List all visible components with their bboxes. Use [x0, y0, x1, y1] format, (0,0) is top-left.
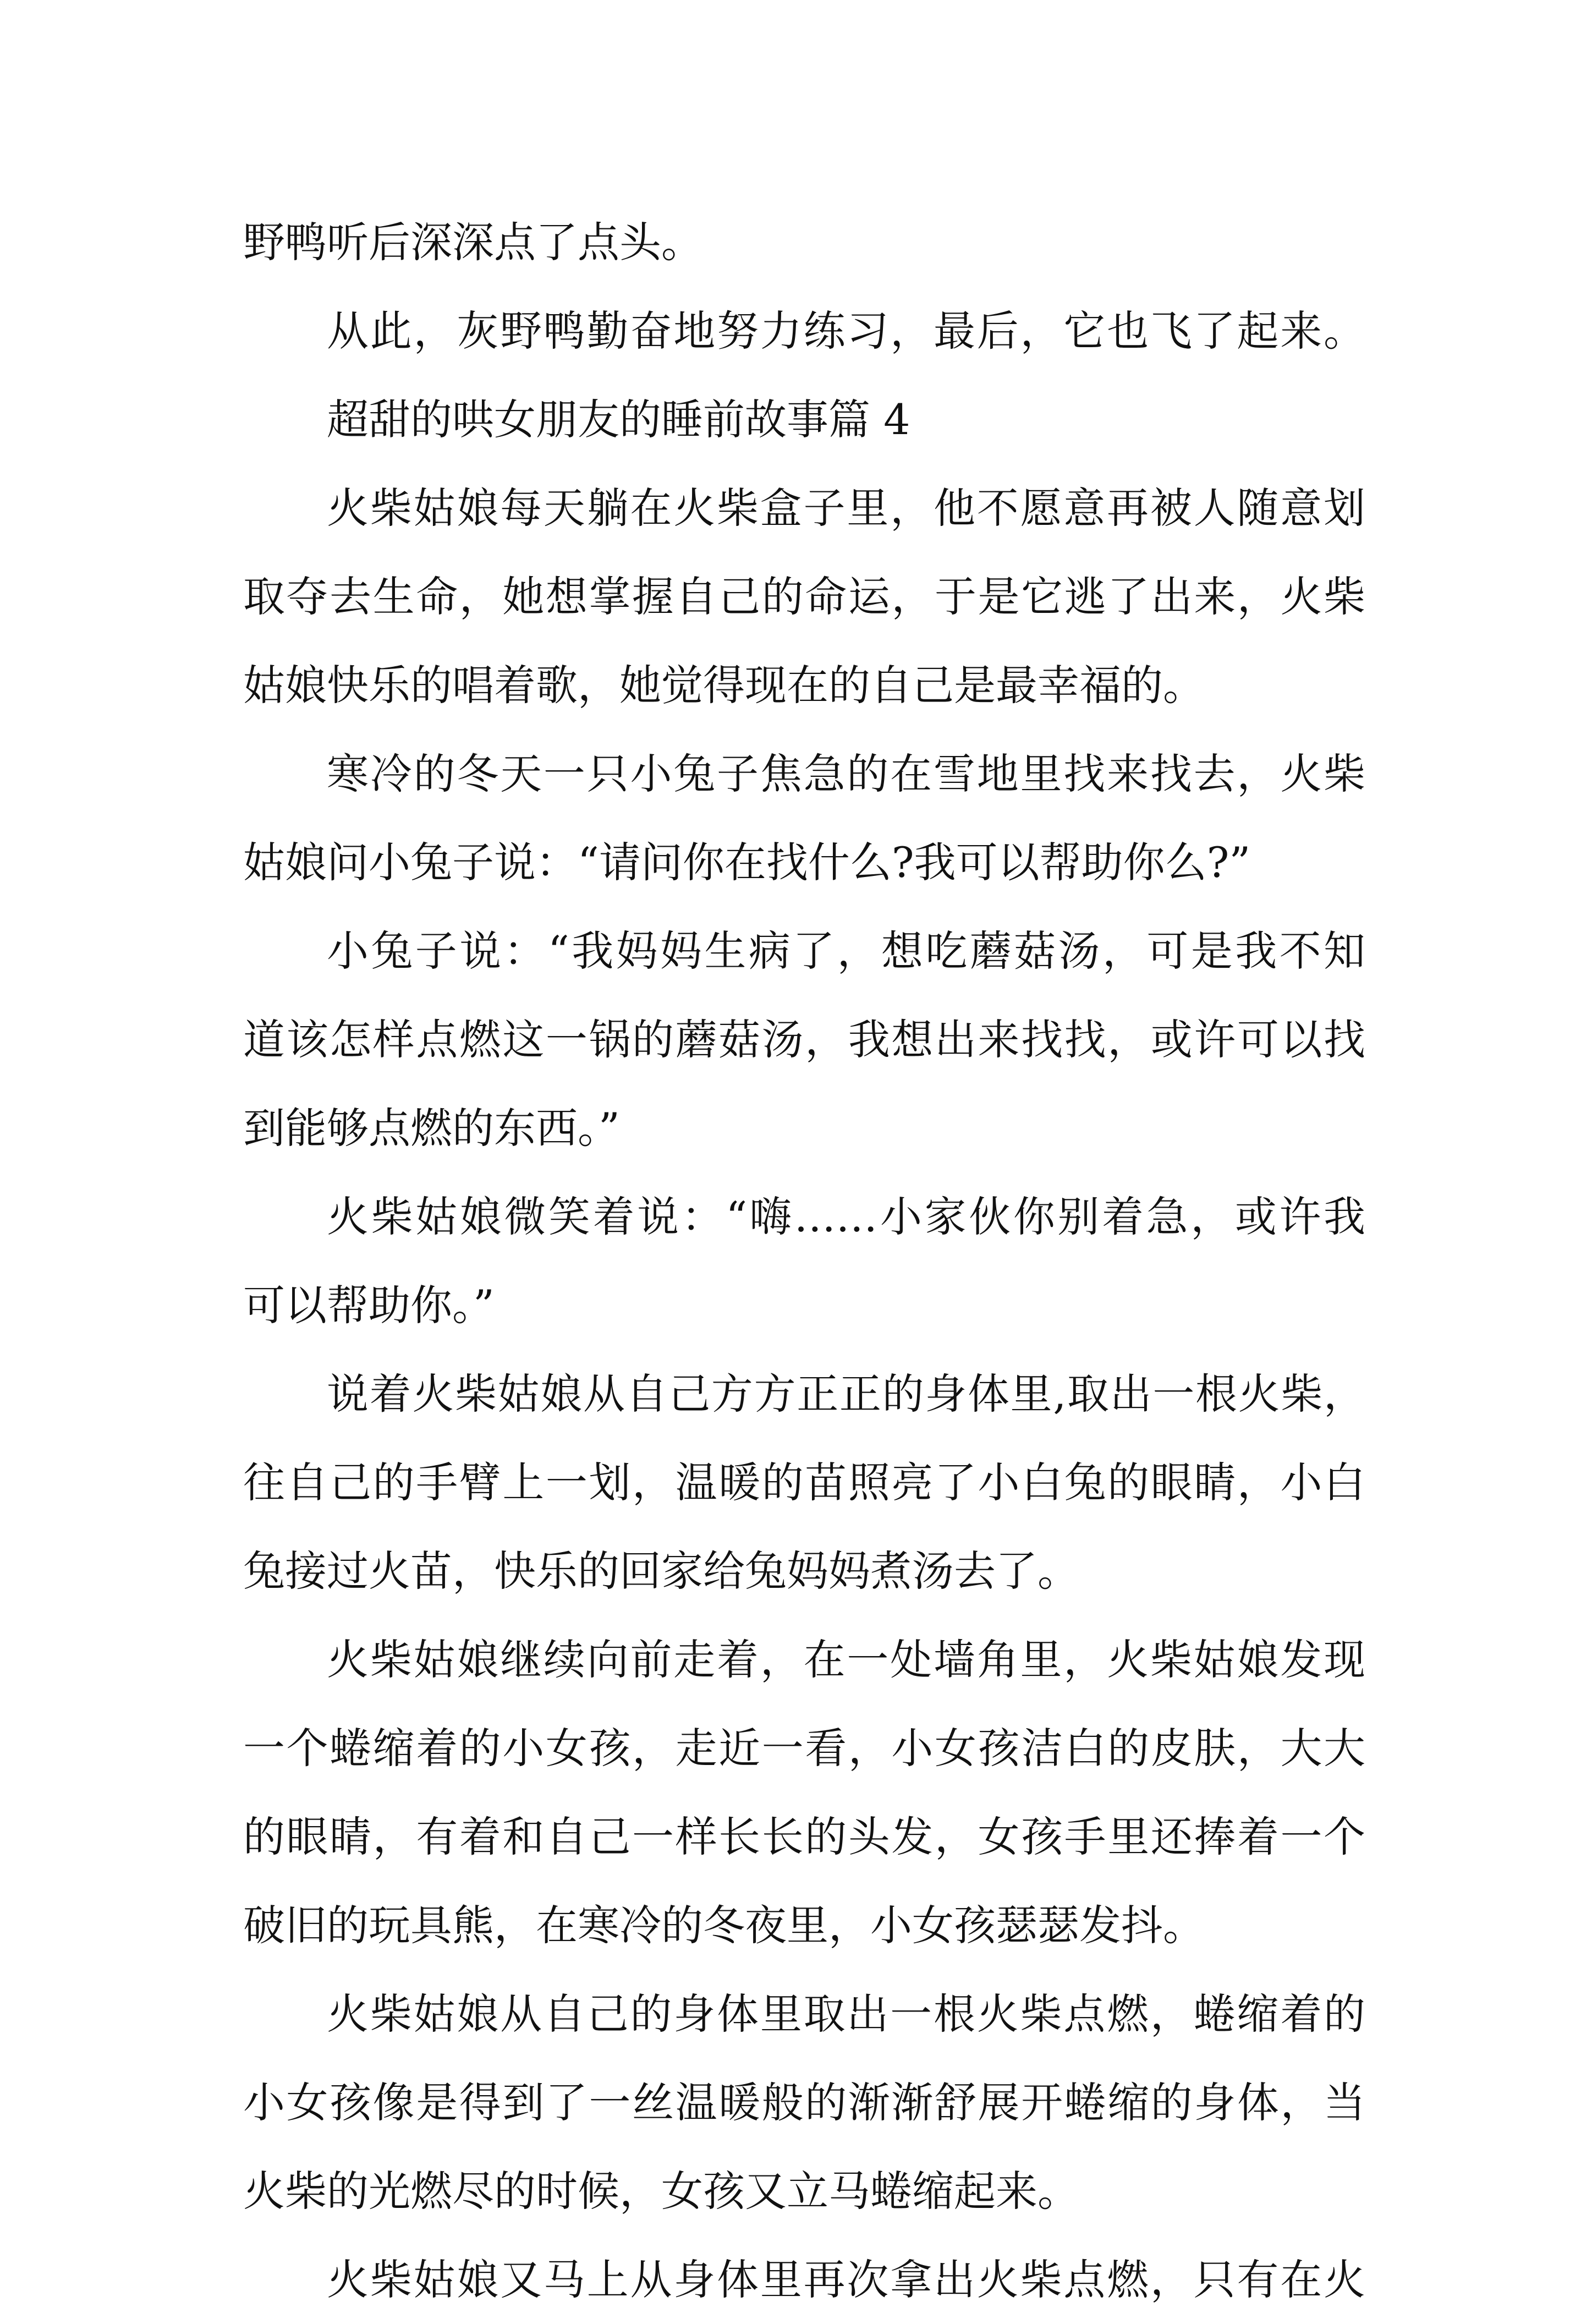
text-line: 姑娘问小兔子说：“请问你在找什么?我可以帮助你么?”	[243, 838, 1251, 887]
text-line: 的眼睛，有着和自己一样长长的头发，女孩手里还捧着一个	[243, 1812, 1365, 1861]
text-line: 兔接过火苗，快乐的回家给兔妈妈煮汤去了。	[243, 1547, 1079, 1596]
text-line: 小兔子说：“我妈妈生病了，想吃蘑菇汤，可是我不知	[327, 927, 1365, 975]
text-line: 可以帮助你。”	[243, 1281, 495, 1330]
text-line: 姑娘快乐的唱着歌，她觉得现在的自己是最幸福的。	[243, 661, 1205, 710]
text-line: 火柴姑娘从自己的身体里取出一根火柴点燃，蜷缩着的	[327, 1989, 1365, 2038]
text-line: 一个蜷缩着的小女孩，走近一看，小女孩洁白的皮肤，大大	[243, 1724, 1365, 1773]
text-line: 火柴姑娘每天躺在火柴盒子里，他不愿意再被人随意划	[327, 484, 1365, 533]
text-line: 从此，灰野鸭勤奋地努力练习，最后，它也飞了起来。	[327, 306, 1365, 355]
text-line: 火柴姑娘微笑着说：“嗨……小家伙你别着急，或许我	[327, 1192, 1365, 1241]
text-line: 取夺去生命，她想掌握自己的命运，于是它逃了出来，火柴	[243, 572, 1365, 621]
text-line: 火柴姑娘又马上从身体里再次拿出火柴点燃，只有在火	[327, 2255, 1365, 2304]
section-heading: 超甜的哄女朋友的睡前故事篇 4	[327, 395, 910, 444]
text-line: 火柴姑娘继续向前走着，在一处墙角里，火柴姑娘发现	[327, 1635, 1365, 1684]
text-line: 到能够点燃的东西。”	[243, 1104, 620, 1153]
text-line: 道该怎样点燃这一锅的蘑菇汤，我想出来找找，或许可以找	[243, 1015, 1365, 1064]
text-line: 说着火柴姑娘从自己方方正正的身体里,取出一根火柴，	[327, 1369, 1365, 1418]
text-line: 寒冷的冬天一只小兔子焦急的在雪地里找来找去，火柴	[327, 749, 1365, 798]
text-line: 往自己的手臂上一划，温暖的苗照亮了小白兔的眼睛，小白	[243, 1458, 1365, 1507]
text-line: 小女孩像是得到了一丝温暖般的渐渐舒展开蜷缩的身体，当	[243, 2078, 1365, 2127]
text-line: 野鸭听后深深点了点头。	[243, 218, 703, 267]
text-line: 破旧的玩具熊，在寒冷的冬夜里，小女孩瑟瑟发抖。	[243, 1901, 1205, 1950]
document-body	[243, 198, 1365, 2324]
text-line: 火柴的光燃尽的时候，女孩又立马蜷缩起来。	[243, 2167, 1079, 2216]
